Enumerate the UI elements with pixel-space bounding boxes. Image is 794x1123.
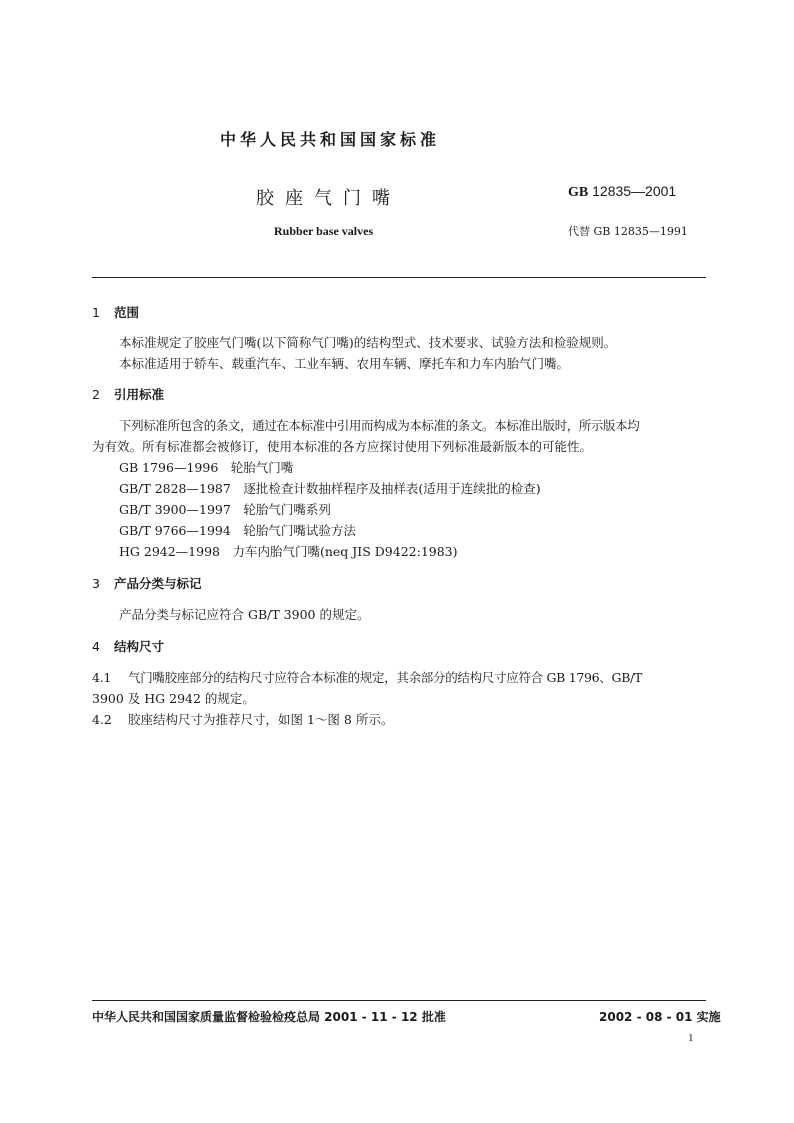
- page-number: 1: [688, 1032, 694, 1044]
- paragraph: 为有效。所有标准都会被修订，使用本标准的各方应探讨使用下列标准最新版本的可能性。: [92, 439, 593, 454]
- reference-item: HG 2942—1998 力车内胎气门嘴(neq JIS D9422:1983): [119, 544, 458, 559]
- standard-organization: 中华人民共和国国家标准: [219, 130, 440, 149]
- clause-label: 4.1: [92, 670, 111, 685]
- section-4-heading: [92, 637, 164, 655]
- clause-4-1: [92, 668, 642, 686]
- paragraph: 下列标准所包含的条文，通过在本标准中引用而构成为本标准的条文。本标准出版时，所示版本均: [119, 418, 640, 433]
- implementation-date: 2002 - 08 - 01 实施: [599, 1010, 721, 1024]
- clause-label: 4.2: [92, 712, 112, 727]
- section-2-heading: [92, 385, 164, 403]
- reference-item: GB/T 2828—1987 逐批检查计数抽样程序及抽样表(适用于连续批的检查): [119, 481, 541, 496]
- section-3-heading: [92, 574, 202, 592]
- header-divider: [92, 277, 706, 278]
- paragraph: 产品分类与标记应符合 GB/T 3900 的规定。: [119, 607, 370, 622]
- clause-text: 气门嘴胶座部分的结构尺寸应符合本标准的规定，其余部分的结构尺寸应符合 GB 1796、GB/T: [128, 670, 643, 685]
- english-title: Rubber base valves: [274, 224, 374, 238]
- section-number: 3: [92, 576, 100, 591]
- section-title: 结构尺寸: [114, 639, 165, 654]
- clause-continuation: 3900 及 HG 2942 的规定。: [92, 691, 255, 706]
- clause-text: 胶座结构尺寸为推荐尺寸，如图 1～图 8 所示。: [128, 712, 394, 727]
- section-title: 范围: [114, 305, 140, 320]
- paragraph: 本标准规定了胶座气门嘴(以下简称气门嘴)的结构型式、技术要求、试验方法和检验规则。: [119, 335, 617, 350]
- paragraph: 本标准适用于轿车、载重汽车、工业车辆、农用车辆、摩托车和力车内胎气门嘴。: [119, 356, 570, 371]
- section-title: 引用标准: [114, 387, 165, 402]
- section-title: 产品分类与标记: [114, 576, 202, 591]
- approval-statement: 中华人民共和国国家质量监督检验检疫总局 2001 - 11 - 12 批准: [92, 1010, 446, 1024]
- standard-code-prefix: GB: [568, 185, 589, 200]
- replaces-standard: 代替 GB 12835—1991: [568, 225, 688, 238]
- section-number: 2: [92, 387, 100, 402]
- reference-item: GB/T 3900—1997 轮胎气门嘴系列: [119, 502, 331, 517]
- reference-item: GB 1796—1996 轮胎气门嘴: [119, 460, 294, 475]
- footer-divider: [92, 1000, 706, 1001]
- reference-item: GB/T 9766—1994 轮胎气门嘴试验方法: [119, 523, 356, 538]
- clause-4-2: [92, 710, 393, 728]
- section-1-heading: [92, 303, 139, 321]
- section-number: 1: [92, 305, 100, 320]
- standard-code-number: 12835—2001: [592, 183, 677, 199]
- section-number: 4: [92, 639, 100, 654]
- standard-code: [568, 183, 676, 201]
- standard-title: 胶座气门嘴: [256, 188, 401, 209]
